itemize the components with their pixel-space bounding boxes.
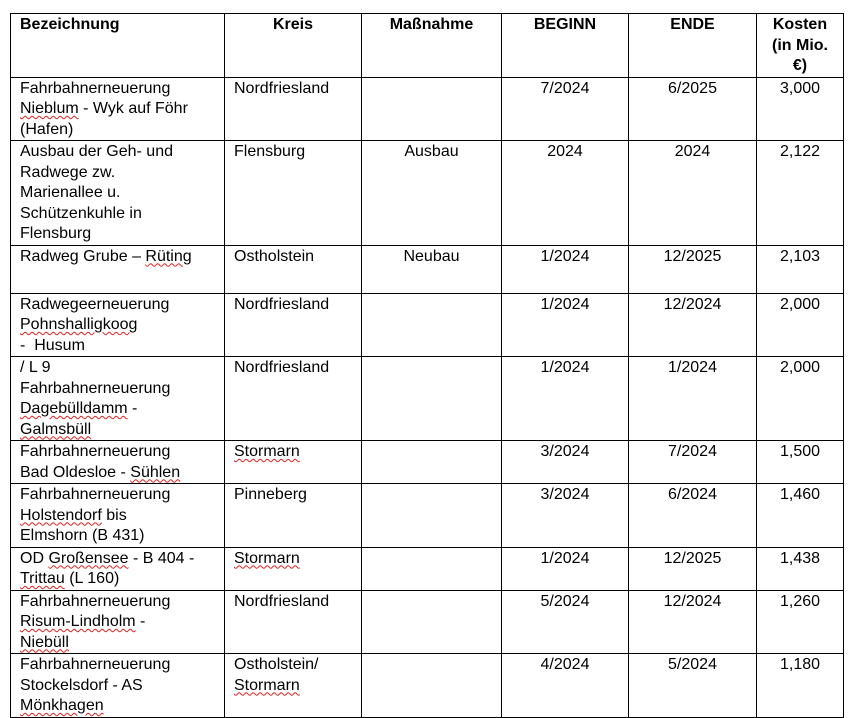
- header-ende: ENDE: [629, 14, 757, 78]
- table-row: [11, 77, 844, 141]
- cell-text: Trittau: [20, 570, 65, 587]
- cell-text: Pohnshalligkoog: [20, 316, 138, 333]
- cell-massnahme: [362, 441, 502, 484]
- cell-kreis: [225, 441, 362, 484]
- cell-beginn: 1/2024: [502, 293, 629, 357]
- cell-text: Nordfriesland: [234, 295, 330, 313]
- cell-kosten: 1,460: [757, 484, 844, 548]
- cell-text: Holstendorf: [20, 506, 102, 524]
- cell-text: Nordfriesland: [234, 359, 330, 376]
- header-massnahme: Maßnahme: [362, 14, 502, 78]
- cell-massnahme: Ausbau: [362, 141, 502, 246]
- cell-kreis: [225, 245, 362, 293]
- cell-text: - Wyk auf Föhr: [78, 100, 188, 117]
- cell-massnahme: [362, 357, 502, 441]
- cell-beginn: 2024: [502, 141, 629, 246]
- cell-text: Fahrbahnerneuerung: [20, 379, 171, 397]
- cell-beginn: 7/2024: [502, 77, 629, 141]
- cell-text: -: [127, 400, 138, 417]
- cell-text: Stormarn: [234, 549, 300, 567]
- cell-text: Stockelsdorf - AS: [20, 676, 143, 694]
- cell-text: Fahrbahnerneuerung: [20, 79, 171, 97]
- cell-text: Niebüll: [20, 633, 69, 651]
- cell-ende: 6/2025: [629, 77, 757, 141]
- table-row: [11, 590, 844, 654]
- cell-ende: 12/2024: [629, 293, 757, 357]
- cell-beginn: 1/2024: [502, 245, 629, 293]
- cell-text: Fahrbahnerneuerung: [20, 656, 171, 673]
- cell-bezeichnung: [11, 484, 225, 548]
- cell-text: Marienallee u.: [20, 184, 121, 201]
- cell-text: (Hafen): [20, 120, 74, 138]
- cell-text: Nordfriesland: [234, 592, 330, 610]
- cell-ende: 2024: [629, 141, 757, 246]
- header-bezeichnung: Bezeichnung: [11, 14, 225, 78]
- cell-bezeichnung: [11, 654, 225, 718]
- cell-massnahme: [362, 590, 502, 654]
- cell-text: Fahrbahnerneuerung: [20, 443, 171, 460]
- cell-kreis: [225, 293, 362, 357]
- cell-text: Elmshorn (B 431): [20, 527, 145, 544]
- cell-kosten: 1,180: [757, 654, 844, 718]
- cell-kreis: [225, 77, 362, 141]
- table-row: [11, 141, 844, 246]
- cell-text: Sühlen: [130, 463, 181, 481]
- cell-text: Flensburg: [234, 143, 306, 160]
- table-row: [11, 441, 844, 484]
- cell-kreis: [225, 547, 362, 590]
- cell-beginn: 3/2024: [502, 441, 629, 484]
- cell-bezeichnung: [11, 141, 225, 246]
- cell-text: -: [135, 613, 146, 630]
- cell-text: Nordfriesland: [234, 79, 330, 97]
- cell-text: bis: [101, 506, 127, 524]
- cell-text: Pinneberg: [234, 486, 307, 503]
- cell-bezeichnung: [11, 357, 225, 441]
- cell-text: Fahrbahnerneuerung: [20, 486, 171, 503]
- cell-kosten: 2,103: [757, 245, 844, 293]
- cell-kreis: [225, 590, 362, 654]
- cell-text: Schützenkuhle in: [20, 204, 142, 222]
- table-row: [11, 484, 844, 548]
- cell-ende: 1/2024: [629, 357, 757, 441]
- cell-text: Radwegeerneuerung: [20, 295, 170, 313]
- cell-text: Großensee: [48, 549, 129, 567]
- cell-ende: 12/2025: [629, 547, 757, 590]
- cell-bezeichnung: [11, 293, 225, 357]
- cell-ende: 6/2024: [629, 484, 757, 548]
- cell-text: Fahrbahnerneuerung: [20, 592, 171, 610]
- header-kosten-line1: Kosten: [772, 16, 828, 33]
- cell-text: (L 160): [64, 570, 120, 587]
- header-kreis: Kreis: [225, 14, 362, 78]
- cell-text: Risum-Lindholm: [20, 613, 136, 630]
- cell-text: Galmsbüll: [20, 420, 92, 438]
- cell-beginn: 3/2024: [502, 484, 629, 548]
- cell-text: Ostholstein/: [234, 656, 319, 673]
- table-row: [11, 547, 844, 590]
- cell-bezeichnung: [11, 547, 225, 590]
- cell-text: Stormarn: [234, 443, 300, 460]
- cell-massnahme: [362, 654, 502, 718]
- table-row: [11, 357, 844, 441]
- cell-massnahme: [362, 77, 502, 141]
- table-row: [11, 293, 844, 357]
- cell-text: Flensburg: [20, 225, 92, 242]
- cell-massnahme: [362, 547, 502, 590]
- cell-text: Ausbau der Geh- und: [20, 143, 173, 160]
- cell-text: Radwege zw.: [20, 163, 116, 181]
- cell-text: Dagebülldamm: [20, 400, 128, 417]
- cell-kosten: 1,438: [757, 547, 844, 590]
- cell-kosten: 1,260: [757, 590, 844, 654]
- cell-kreis: [225, 484, 362, 548]
- cell-ende: 12/2024: [629, 590, 757, 654]
- cell-kosten: 3,000: [757, 77, 844, 141]
- cell-ende: 5/2024: [629, 654, 757, 718]
- cell-text: Radweg Grube –: [20, 247, 146, 265]
- cell-kosten: 2,122: [757, 141, 844, 246]
- cell-text: Ostholstein: [234, 247, 315, 265]
- header-beginn: BEGINN: [502, 14, 629, 78]
- cell-kosten: 1,500: [757, 441, 844, 484]
- cell-massnahme: [362, 293, 502, 357]
- cell-bezeichnung: [11, 77, 225, 141]
- cell-text: - B 404 -: [128, 549, 195, 567]
- cell-ende: 7/2024: [629, 441, 757, 484]
- cell-text: Nieblum: [20, 100, 79, 117]
- cell-text: Rüting: [145, 247, 192, 265]
- cell-beginn: 4/2024: [502, 654, 629, 718]
- cell-massnahme: Neubau: [362, 245, 502, 293]
- table-row: [11, 654, 844, 718]
- cell-massnahme: [362, 484, 502, 548]
- cell-beginn: 5/2024: [502, 590, 629, 654]
- cell-text: - Husum: [20, 336, 85, 354]
- cell-text: Stormarn: [234, 676, 300, 694]
- cell-kreis: [225, 141, 362, 246]
- cell-text: / L 9: [20, 359, 51, 376]
- cell-kreis: [225, 654, 362, 718]
- cell-bezeichnung: [11, 245, 225, 293]
- cell-kreis: [225, 357, 362, 441]
- cell-beginn: 1/2024: [502, 547, 629, 590]
- header-row: [11, 14, 844, 78]
- cell-text: OD: [20, 549, 49, 567]
- header-kosten: [757, 14, 844, 78]
- cell-ende: 12/2025: [629, 245, 757, 293]
- cell-kosten: 2,000: [757, 357, 844, 441]
- cell-text: Bad Oldesloe -: [20, 463, 131, 481]
- cell-bezeichnung: [11, 441, 225, 484]
- header-kosten-line2: (in Mio. €): [772, 36, 828, 74]
- cell-kosten: 2,000: [757, 293, 844, 357]
- table-row: [11, 245, 844, 293]
- cell-beginn: 1/2024: [502, 357, 629, 441]
- cell-text: Mönkhagen: [20, 697, 104, 714]
- cell-bezeichnung: [11, 590, 225, 654]
- construction-projects-table: [10, 13, 844, 718]
